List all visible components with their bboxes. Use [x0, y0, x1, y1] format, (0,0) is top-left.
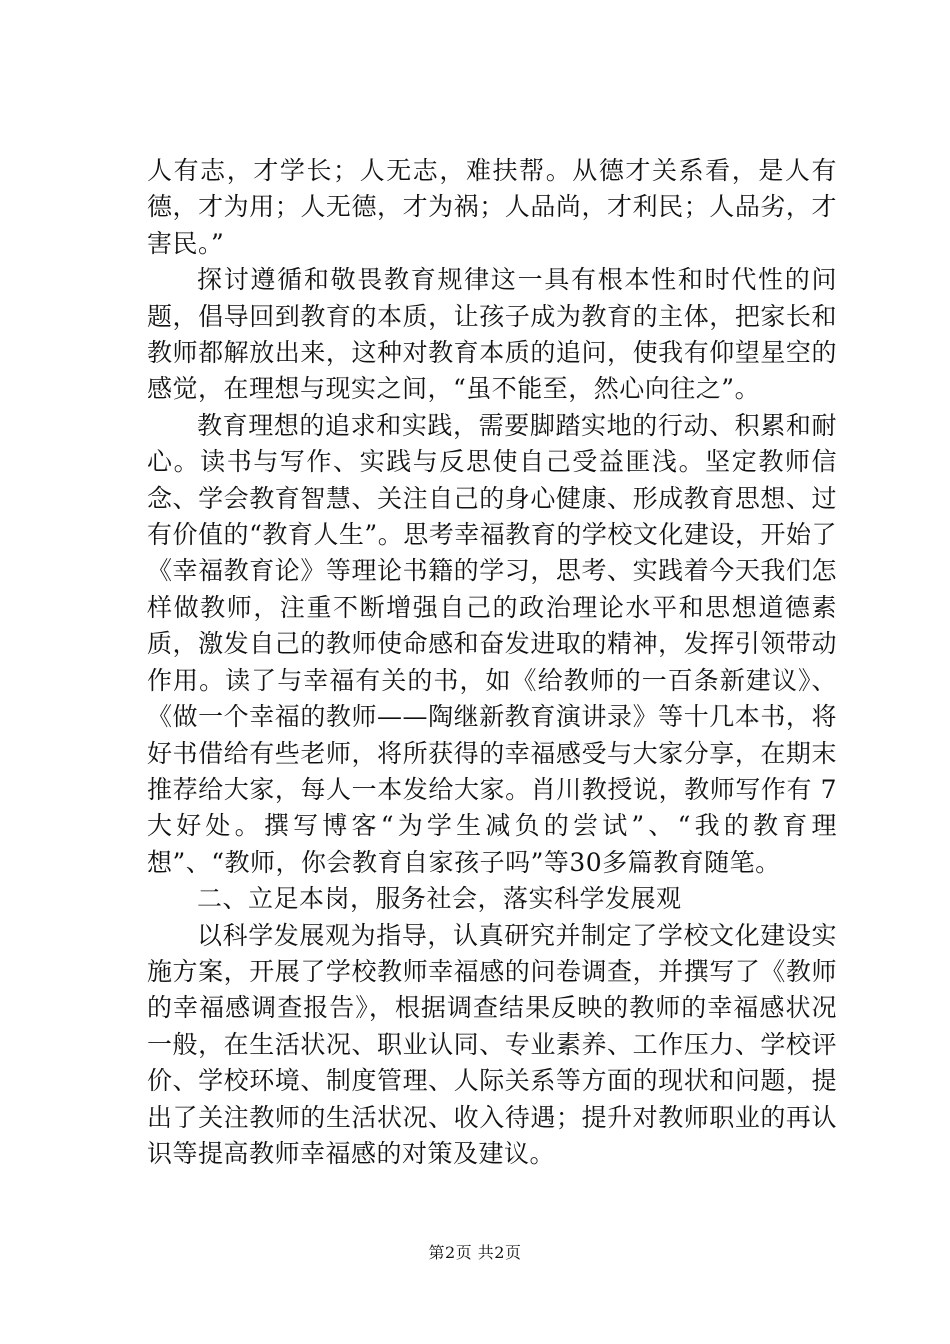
page-number-footer: 第2页 共2页 — [428, 1243, 522, 1262]
document-body — [147, 153, 837, 1172]
section-heading: 二、立足本岗，服务社会，落实科学发展观 — [197, 884, 682, 914]
paragraph-education-law: 探讨遵循和敬畏教育规律这一具有根本性和时代性的问题，倡导回到教育的本质，让孩子成为教育的主体，把家长和教师都解放出来，这种对教育本质的追问，使我有仰望星空的感觉，在理想与现实之间，“虽不能至，然心向往之”。 — [147, 265, 837, 404]
paragraph-continuation: 人有志，才学长；人无志，难扶帮。从德才关系看，是人有德，才为用；人无德，才为祸；人品尚，才利民；人品劣，才害民。” — [147, 156, 837, 258]
paragraph-scientific-development: 以科学发展观为指导，认真研究并制定了学校文化建设实施方案，开展了学校教师幸福感的问卷调查，并撰写了《教师的幸福感调查报告》，根据调查结果反映的教师的幸福感状况一般，在生活状况、职业认同、专业素养、工作压力、学校评价、学校环境、制度管理、人际关系等方面的现状和问题，提出了关注教师的生活状况、收入待遇；提升对教师职业的再认识等提高教师幸福感的对策及建议。 — [147, 920, 837, 1168]
paragraph-education-ideal: 教育理想的追求和实践，需要脚踏实地的行动、积累和耐心。读书与写作、实践与反思使自己受益匪浅。坚定教师信念、学会教育智慧、关注自己的身心健康、形成教育思想、过有价值的“教育人生”。思考幸福教育的学校文化建设，开始了《幸福教育论》等理论书籍的学习，思考、实践着今天我们怎样做教师，注重不断增强自己的政治理论水平和思想道德素质，激发自己的教师使命感和奋发进取的精神，发挥引领带动作用。读了与幸福有关的书，如《给教师的一百条新建议》、《做一个幸福的教师——陶继新教育演讲录》等十几本书，将好书借给有些老师，将所获得的幸福感受与大家分享，在期末推荐给大家，每人一本发给大家。肖川教授说，教师写作有 7 大好处。撰写博客“为学生减负的尝试”、“我的教育理想”、“教师，你会教育自家孩子吗”等30多篇教育随笔。 — [147, 410, 837, 877]
